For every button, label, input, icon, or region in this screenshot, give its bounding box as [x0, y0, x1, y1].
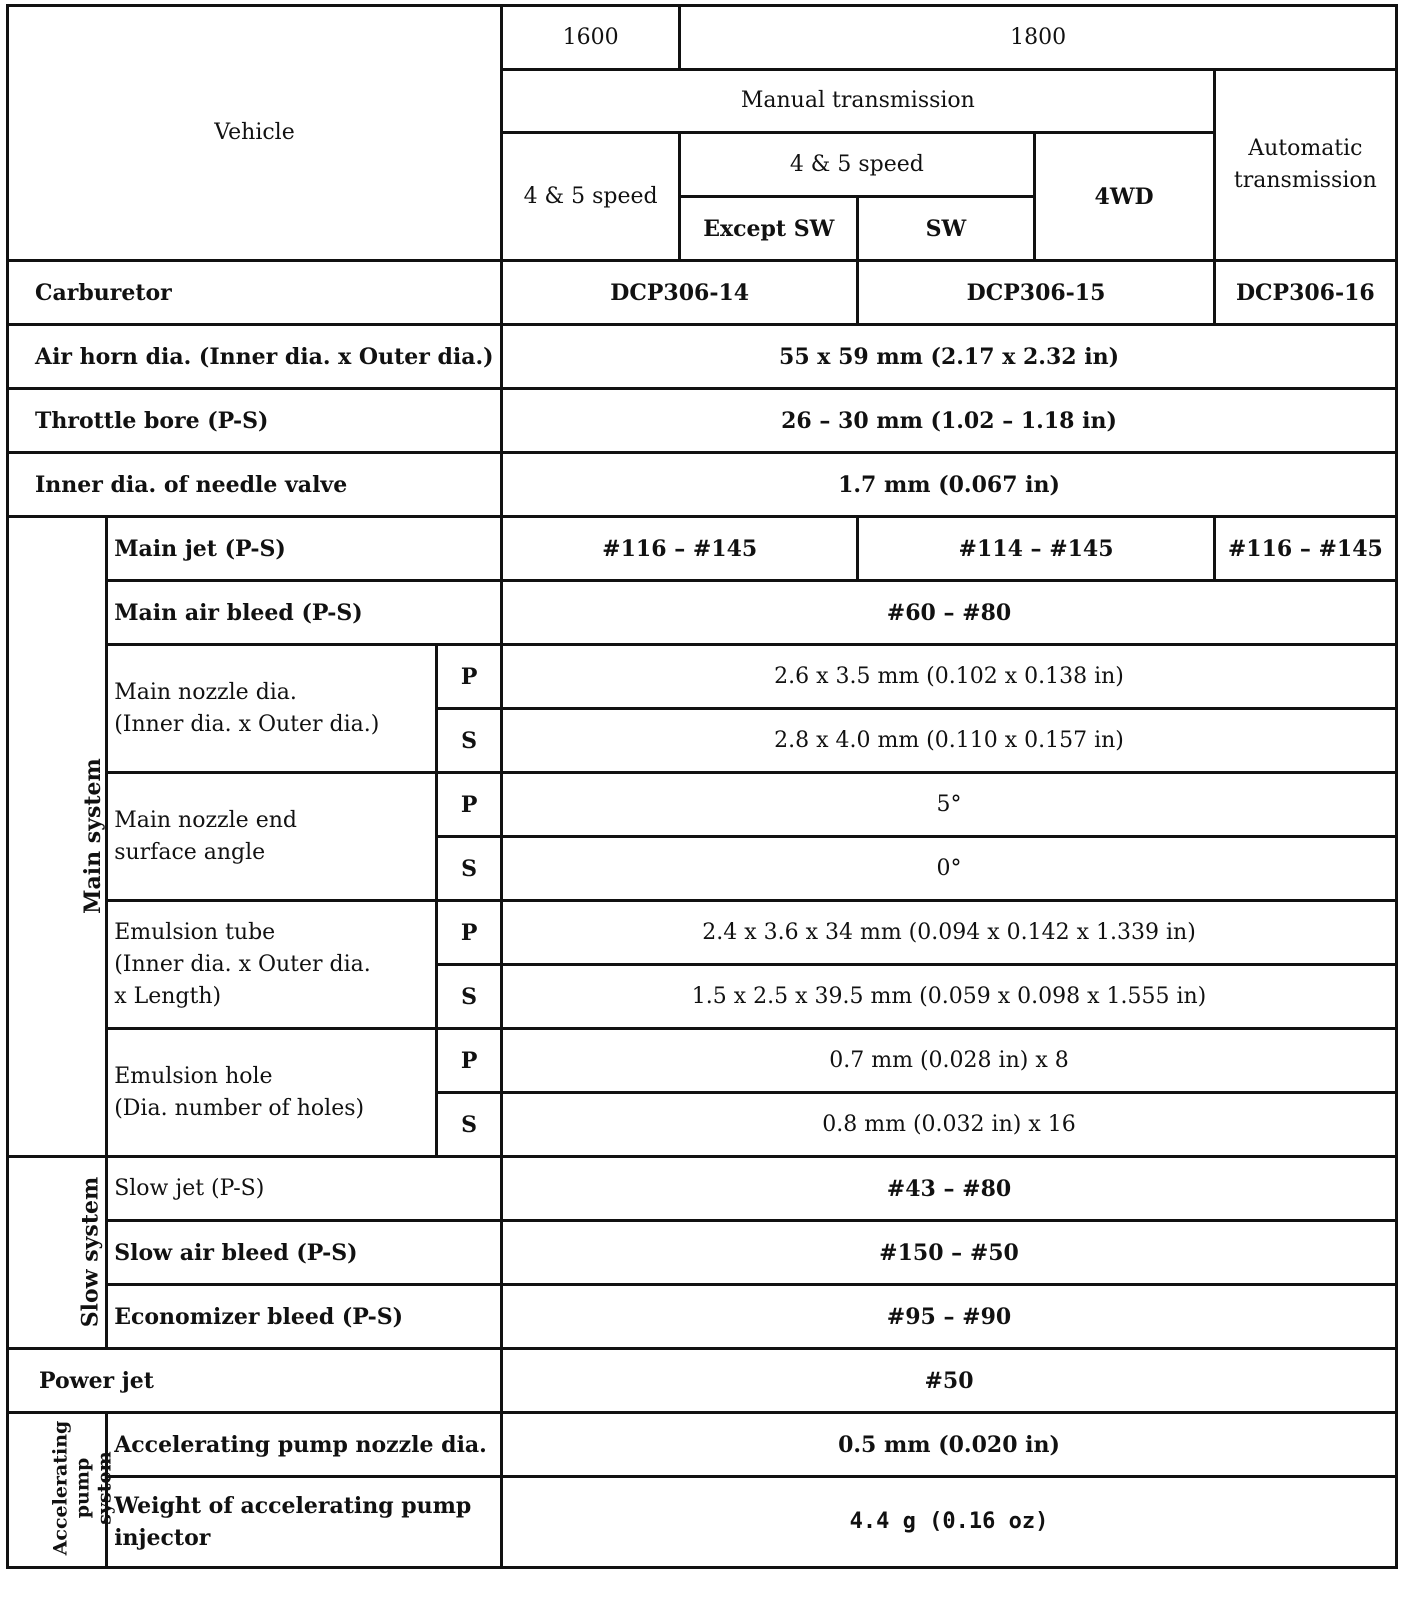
emulsion-hole-label-line2: (Dia. number of holes) [114, 1095, 365, 1121]
engine-1600-header: 1600 [502, 6, 680, 70]
slow-jet-label: Slow jet (P-S) [107, 1157, 502, 1221]
slow-jet-row [8, 1157, 1397, 1221]
accelerating-pump-label [49, 1420, 115, 1555]
accelerating-pump-group [8, 1413, 116, 1568]
spec-table-wrapper [6, 4, 1398, 1569]
accel-injector-label-line1: Weight of accelerating pump [114, 1493, 472, 1519]
air-horn-label: Air horn dia. (Inner dia. x Outer dia.) [8, 325, 502, 389]
accel-injector-value: 4.4 g (0.16 oz) [502, 1477, 1397, 1568]
main-jet-value-1: #116 – #145 [502, 517, 858, 581]
main-nozzle-dia-label-line2: (Inner dia. x Outer dia.) [114, 711, 380, 737]
header-row-engine [8, 6, 1397, 70]
slow-air-bleed-label: Slow air bleed (P-S) [107, 1221, 502, 1285]
carburetor-row [8, 261, 1397, 325]
accel-injector-label [107, 1477, 502, 1568]
carburetor-value-1: DCP306-14 [502, 261, 858, 325]
emulsion-tube-s-label: S [437, 965, 502, 1029]
slow-system-label: Slow system [77, 1176, 104, 1327]
main-nozzle-angle-p-label: P [437, 773, 502, 837]
main-nozzle-dia-label [107, 645, 437, 773]
speed-1600-header: 4 & 5 speed [502, 133, 680, 261]
except-sw-header: Except SW [680, 197, 858, 261]
accelerating-pump-line1: Accelerating [49, 1420, 72, 1555]
accel-nozzle-row [8, 1413, 1397, 1477]
emulsion-tube-label-line1: Emulsion tube [114, 919, 276, 945]
emulsion-tube-s-value: 1.5 x 2.5 x 39.5 mm (0.059 x 0.098 x 1.555 in) [502, 965, 1397, 1029]
slow-jet-value: #43 – #80 [502, 1157, 1397, 1221]
main-nozzle-angle-p-value: 5° [502, 773, 1397, 837]
emulsion-tube-p-row [8, 901, 1397, 965]
main-jet-row [8, 517, 1397, 581]
carburetor-value-3: DCP306-16 [1214, 261, 1396, 325]
power-jet-label: Power jet [8, 1349, 502, 1413]
emulsion-tube-label-line2: (Inner dia. x Outer dia. [114, 951, 371, 977]
accelerating-pump-line3: system [93, 1450, 116, 1525]
main-nozzle-dia-p-value: 2.6 x 3.5 mm (0.102 x 0.138 in) [502, 645, 1397, 709]
accel-injector-label-line2: injector [114, 1525, 211, 1551]
carburetor-value-2: DCP306-15 [858, 261, 1214, 325]
4wd-header: 4WD [1034, 133, 1214, 261]
emulsion-tube-label-line3: x Length) [114, 983, 222, 1009]
needle-valve-value: 1.7 mm (0.067 in) [502, 453, 1397, 517]
air-horn-row [8, 325, 1397, 389]
emulsion-hole-label [107, 1029, 437, 1157]
engine-1800-header: 1800 [680, 6, 1397, 70]
accel-injector-row [8, 1477, 1397, 1568]
main-nozzle-angle-s-label: S [437, 837, 502, 901]
speed-1800-header: 4 & 5 speed [680, 133, 1034, 197]
emulsion-hole-label-line1: Emulsion hole [114, 1063, 273, 1089]
accel-nozzle-value: 0.5 mm (0.020 in) [502, 1413, 1397, 1477]
main-system-group [8, 517, 107, 1157]
slow-air-bleed-row [8, 1221, 1397, 1285]
emulsion-hole-p-value: 0.7 mm (0.028 in) x 8 [502, 1029, 1397, 1093]
main-nozzle-angle-label-line1: Main nozzle end [114, 807, 297, 833]
vehicle-header: Vehicle [8, 6, 502, 261]
main-jet-value-3: #116 – #145 [1214, 517, 1396, 581]
air-horn-value: 55 x 59 mm (2.17 x 2.32 in) [502, 325, 1397, 389]
power-jet-value: #50 [502, 1349, 1397, 1413]
emulsion-hole-s-value: 0.8 mm (0.032 in) x 16 [502, 1093, 1397, 1157]
accelerating-pump-line2: pump [71, 1457, 94, 1518]
economizer-bleed-row [8, 1285, 1397, 1349]
automatic-line1: Automatic [1248, 136, 1363, 161]
emulsion-tube-label [107, 901, 437, 1029]
accel-nozzle-label: Accelerating pump nozzle dia. [107, 1413, 502, 1477]
slow-air-bleed-value: #150 – #50 [502, 1221, 1397, 1285]
needle-valve-label: Inner dia. of needle valve [8, 453, 502, 517]
main-nozzle-dia-s-value: 2.8 x 4.0 mm (0.110 x 0.157 in) [502, 709, 1397, 773]
economizer-bleed-label: Economizer bleed (P-S) [107, 1285, 502, 1349]
carburetor-label: Carburetor [8, 261, 502, 325]
main-nozzle-angle-label [107, 773, 437, 901]
main-nozzle-dia-p-label: P [437, 645, 502, 709]
carburetor-spec-table [6, 4, 1398, 1569]
main-nozzle-dia-s-label: S [437, 709, 502, 773]
main-nozzle-dia-p-row [8, 645, 1397, 709]
main-air-bleed-label: Main air bleed (P-S) [107, 581, 502, 645]
emulsion-tube-p-label: P [437, 901, 502, 965]
main-nozzle-dia-label-line1: Main nozzle dia. [114, 679, 297, 705]
throttle-bore-row [8, 389, 1397, 453]
throttle-bore-label: Throttle bore (P-S) [8, 389, 502, 453]
power-jet-row [8, 1349, 1397, 1413]
manual-transmission-header: Manual transmission [502, 70, 1215, 133]
throttle-bore-value: 26 – 30 mm (1.02 – 1.18 in) [502, 389, 1397, 453]
main-system-label: Main system [79, 757, 106, 914]
main-nozzle-angle-label-line2: surface angle [114, 839, 266, 865]
emulsion-hole-s-label: S [437, 1093, 502, 1157]
needle-valve-row [8, 453, 1397, 517]
emulsion-hole-p-label: P [437, 1029, 502, 1093]
emulsion-hole-p-row [8, 1029, 1397, 1093]
automatic-transmission-header [1214, 70, 1396, 261]
emulsion-tube-p-value: 2.4 x 3.6 x 34 mm (0.094 x 0.142 x 1.339 in) [502, 901, 1397, 965]
slow-system-group [8, 1157, 107, 1349]
economizer-bleed-value: #95 – #90 [502, 1285, 1397, 1349]
sw-header: SW [858, 197, 1034, 261]
main-air-bleed-row [8, 581, 1397, 645]
main-jet-value-2: #114 – #145 [858, 517, 1214, 581]
main-nozzle-angle-s-value: 0° [502, 837, 1397, 901]
main-air-bleed-value: #60 – #80 [502, 581, 1397, 645]
main-nozzle-angle-p-row [8, 773, 1397, 837]
automatic-line2: transmission [1233, 168, 1377, 193]
main-jet-label: Main jet (P-S) [107, 517, 502, 581]
